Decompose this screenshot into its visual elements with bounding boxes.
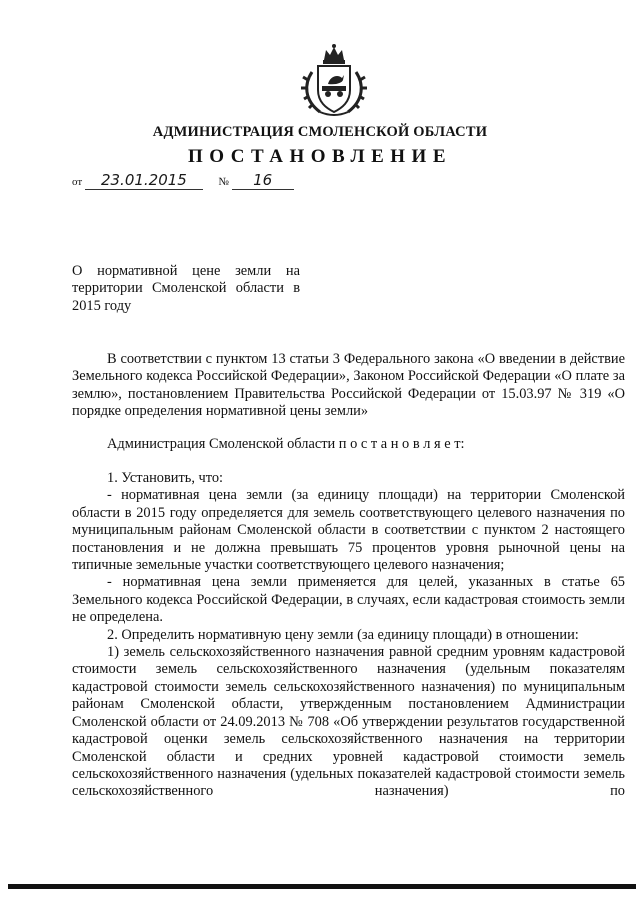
clause-1-heading: 1. Установить, что: bbox=[107, 470, 224, 486]
smolensk-coat-of-arms-icon bbox=[298, 42, 370, 118]
clause-1-item-2: - нормативная цена земли применяется для целей, указанных в статье 65 Земельного кодекса Российской Федерации, в случаях, если кадастровая стоимость земли не определена. bbox=[72, 574, 625, 626]
date-prefix: от bbox=[72, 176, 83, 188]
date-number-line bbox=[72, 173, 294, 190]
clause-2-item-1: 1) земель сельскохозяйственного назначения равной средним уровням кадастровой стоимости земель сельскохозяйственного назначения (удельным показателям кадастровой стоимости земель сельскохозяйственного назначения) по муниципальным районам Смоленской области, утвержденным постановлением Администрации Смоленской области от 24.09.2013 № 708 «Об утверждении результатов государственной кадастровой оценки земель сельскохозяйственного назначения на территории Смоленской области и средних уровней кадастровой стоимости земель сельскохозяйственного назначения (удельных показателей кадастровой стоимости земель сельскохозяйственного назначения) по bbox=[72, 644, 625, 800]
preamble-paragraph: В соответствии с пунктом 13 статьи 3 Федерального закона «О введении в действие Земельного кодекса Российской Федерации», Законом Российской Федерации «О плате за землю», постановлением Правительства Российской Федерации от 15.03.97 № 319 «О порядке определения нормативной цены земли» bbox=[72, 351, 625, 420]
clause-1-item-1: - нормативная цена земли (за единицу площади) на территории Смоленской области в 2015 году определяется для земель соответствующего целевого назначения по муниципальным районам Смоленской области в соответствии с пунктом 2 настоящего постановления и не должна превышать 75 процентов уровня рыночной цены на типичные земельные участки соответствующего целевого назначения; bbox=[72, 487, 625, 574]
document-body bbox=[72, 470, 625, 801]
resolves-line: Администрация Смоленской области п о с т а н о в л я е т: bbox=[107, 436, 465, 452]
document-number: 16 bbox=[253, 171, 273, 189]
clause-2-heading: 2. Определить нормативную цену земли (за единицу площади) в отношении: bbox=[107, 626, 579, 643]
document-date: 23.01.2015 bbox=[100, 171, 187, 189]
number-sign: № bbox=[218, 176, 229, 188]
organization-name: АДМИНИСТРАЦИЯ СМОЛЕНСКОЙ ОБЛАСТИ bbox=[152, 124, 488, 140]
page-bottom-border bbox=[8, 884, 636, 889]
document-type: ПОСТАНОВЛЕНИЕ bbox=[187, 146, 453, 167]
document-subject: О нормативной цене земли на территории Смоленской области в 2015 году bbox=[72, 263, 300, 314]
